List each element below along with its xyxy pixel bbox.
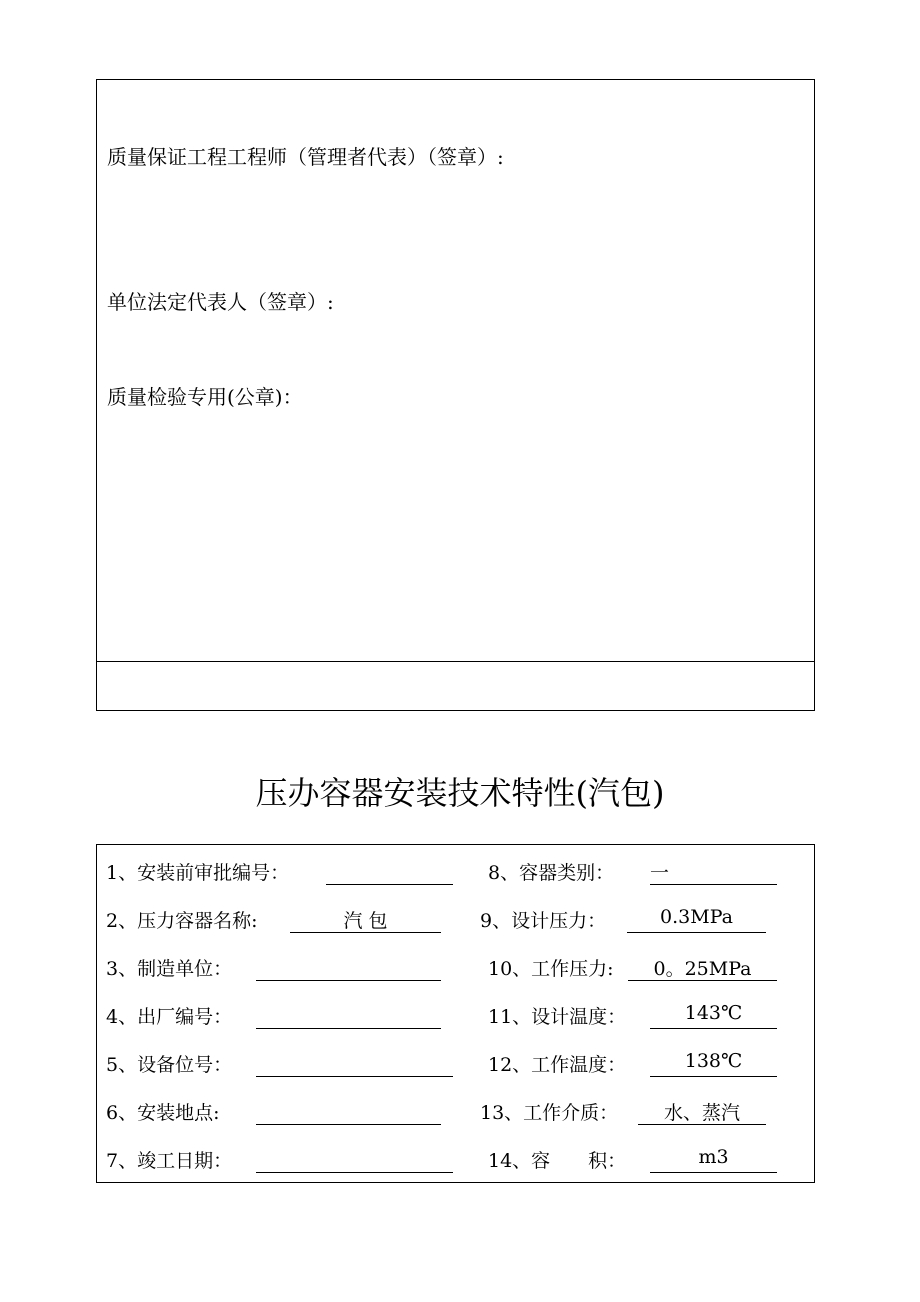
signature-footer-row [96, 661, 815, 711]
spec-value-field [326, 858, 453, 885]
signature-section [96, 79, 815, 662]
spec-label: 8、容器类别： [488, 862, 615, 884]
spec-value-field: 0。25MPa [628, 954, 777, 981]
spec-label: 5、设备位号： [106, 1054, 233, 1076]
spec-label: 4、出厂编号： [106, 1006, 233, 1028]
spec-label: 2、压力容器名称: [106, 910, 258, 932]
spec-value-field [256, 954, 441, 981]
spec-value-field: 水、蒸汽 [638, 1098, 766, 1125]
spec-label: 14、容 积： [488, 1150, 627, 1172]
spec-value-field: 0.3MPa [627, 906, 766, 933]
spec-value-field: 138℃ [650, 1050, 777, 1077]
spec-label: 3、制造单位： [106, 958, 233, 980]
legal-representative-signature-label: 单位法定代表人（签章）: [107, 290, 334, 314]
spec-label: 13、工作介质： [480, 1102, 619, 1124]
spec-value-field: 143℃ [650, 1002, 777, 1029]
spec-label: 7、竣工日期： [106, 1150, 233, 1172]
spec-value-field: 一 [650, 858, 777, 885]
spec-value-field: m3 [650, 1146, 777, 1173]
spec-label: 12、工作温度： [488, 1054, 627, 1076]
spec-value-field [256, 1146, 453, 1173]
spec-label: 6、安装地点: [106, 1102, 220, 1124]
inspection-seal-label: 质量检验专用(公章)： [107, 385, 303, 409]
page-title: 压办容器安装技术特性(汽包) [255, 774, 665, 812]
quality-engineer-signature-label: 质量保证工程工程师（管理者代表）（签章）: [107, 145, 504, 169]
spec-label: 1、安装前审批编号： [106, 862, 290, 884]
spec-value-field [256, 1002, 441, 1029]
spec-label: 10、工作压力: [488, 958, 614, 980]
spec-value-field [256, 1098, 441, 1125]
spec-label: 11、设计温度： [488, 1006, 627, 1028]
spec-value-field: 汽 包 [290, 906, 441, 933]
spec-value-field [256, 1050, 453, 1077]
spec-label: 9、设计压力： [480, 910, 607, 932]
